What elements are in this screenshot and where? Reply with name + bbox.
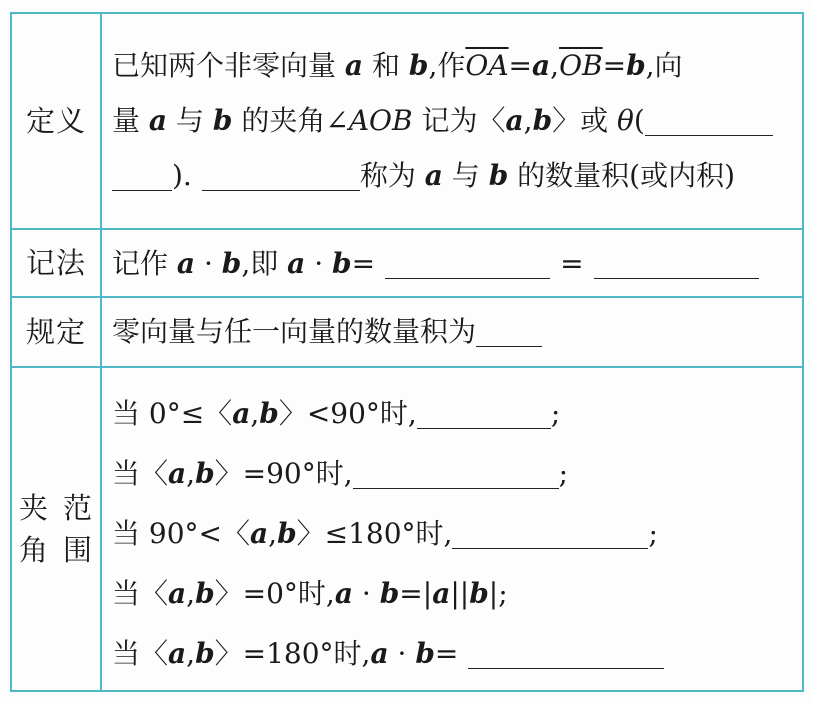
angle-aob: AOB: [348, 104, 413, 137]
vector-a: a: [344, 49, 364, 82]
vector-oa: $\overline{OA}$: [465, 49, 509, 82]
label-notation: 记法: [12, 230, 102, 296]
row-notation: [12, 228, 802, 296]
row-rule: [12, 296, 802, 366]
blank-dot-product-expr[interactable]: [202, 162, 360, 191]
blank-right-angle-case[interactable]: [353, 460, 559, 489]
theta-symbol: θ: [617, 104, 634, 137]
label-angle-range: 夹角 范围: [12, 368, 102, 690]
row-angle-range: [12, 366, 802, 690]
range-line-4: 当〈a,b〉=0°时,a · b=|a||b|;: [112, 577, 508, 610]
vector-b: b: [408, 49, 429, 82]
blank-obtuse-case[interactable]: [452, 520, 648, 549]
vector-ob: $\overline{OB}$: [559, 49, 603, 82]
range-line-3: 当 90°<〈a,b〉≤180°时, ;: [112, 517, 658, 550]
range-line-2: 当〈a,b〉=90°时, ;: [112, 457, 569, 490]
definition-content: [112, 14, 794, 228]
blank-acute-case[interactable]: [417, 400, 551, 429]
blank-zero-vector-product[interactable]: [476, 318, 542, 347]
label-definition: 定义: [12, 14, 102, 228]
blank-notation-1[interactable]: [385, 250, 550, 279]
row-definition: [12, 14, 802, 228]
blank-angle-range-part2[interactable]: [112, 162, 172, 191]
definition-line-2: 量 a 与 b 的夹角∠AOB 记为〈a,b〉或 θ(: [112, 93, 794, 148]
definition-line-3: ). 称为 a 与 b 的数量积(或内积): [112, 148, 794, 203]
range-line-5: 当〈a,b〉=180°时,a · b=: [112, 624, 794, 684]
rule-content: 零向量与任一向量的数量积为: [112, 298, 794, 366]
definition-line-1: 已知两个非零向量 a 和 b,作$\overline{OA}=a,\overline{OB}=b$,向: [112, 49, 683, 82]
blank-straight-angle-case[interactable]: [468, 640, 664, 669]
blank-notation-2[interactable]: [594, 250, 759, 279]
blank-angle-range-part1[interactable]: [645, 107, 773, 136]
label-rule: 规定: [12, 298, 102, 366]
concept-table: [10, 12, 804, 692]
notation-content: 记作 a · b,即 a · b= =: [112, 230, 794, 296]
range-line-1: 当 0°≤〈a,b〉<90°时, ;: [112, 397, 561, 430]
range-content: [112, 368, 794, 690]
